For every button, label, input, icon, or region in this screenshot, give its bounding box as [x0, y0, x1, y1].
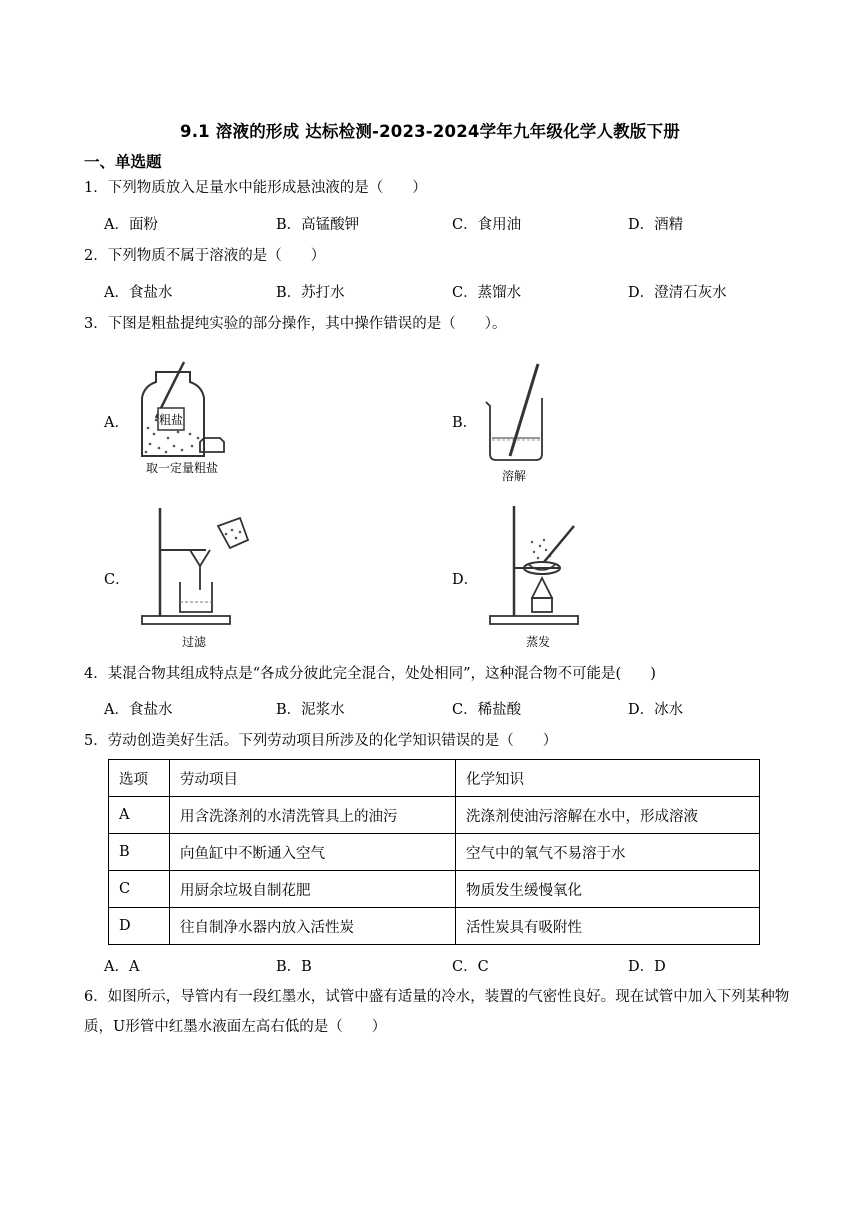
page-title: 9.1 溶液的形成 达标检测-2023-2024学年九年级化学人教版下册 — [180, 122, 680, 141]
option-a: A．A — [104, 959, 140, 975]
question-5: 5．劳动创造美好生活。下列劳动项目所涉及的化学知识错误的是（ ） — [84, 733, 558, 749]
question-3: 3．下图是粗盐提纯实验的部分操作，其中操作错误的是（ ）。 — [84, 316, 507, 332]
figure-b-label: B． — [452, 415, 478, 431]
option-a: A．食盐水 — [104, 702, 173, 718]
table-row — [109, 797, 760, 834]
question-2-options — [104, 281, 824, 301]
figure-b-beaker — [478, 360, 558, 484]
table-row — [109, 834, 760, 871]
table-cell: B — [109, 834, 170, 871]
figure-d-evaporation — [488, 502, 584, 652]
question-1-options — [104, 213, 824, 233]
option-d: D．冰水 — [628, 702, 684, 718]
option-a: A．面粉 — [104, 217, 158, 233]
question-4: 4．某混合物其组成特点是“各成分彼此完全混合，处处相同”，这种混合物不可能是( ) — [84, 666, 656, 682]
option-d: D．酒精 — [628, 217, 684, 233]
table-cell: 空气中的氧气不易溶于水 — [456, 834, 760, 871]
figure-c-label: C． — [104, 572, 130, 588]
option-d: D．D — [628, 959, 666, 975]
jar-label: 粗盐 — [158, 413, 184, 427]
table-cell: D — [109, 908, 170, 945]
option-c: C．稀盐酸 — [452, 702, 522, 718]
figure-c-filtration — [140, 502, 252, 652]
option-d: D．澄清石灰水 — [628, 285, 727, 301]
figure-d-caption: 蒸发 — [525, 635, 551, 649]
table-cell: 向鱼缸中不断通入空气 — [170, 834, 456, 871]
option-b: B．泥浆水 — [276, 702, 345, 718]
figure-c-caption: 过滤 — [181, 635, 207, 649]
figure-a-caption: 取一定量粗盐 — [145, 461, 219, 475]
table-cell: 物质发生缓慢氧化 — [456, 871, 760, 908]
option-c: C．蒸馏水 — [452, 285, 522, 301]
table-cell: 用含洗涤剂的水清洗管具上的油污 — [170, 797, 456, 834]
table-header: 选项 — [109, 760, 170, 797]
option-b: B．高锰酸钾 — [276, 217, 360, 233]
option-c: C．食用油 — [452, 217, 522, 233]
table-cell: C — [109, 871, 170, 908]
figure-d-label: D． — [452, 572, 479, 588]
table-row — [109, 871, 760, 908]
table-header: 劳动项目 — [170, 760, 456, 797]
figure-a-label: A． — [104, 415, 129, 431]
table-header: 化学知识 — [456, 760, 760, 797]
option-b: B．苏打水 — [276, 285, 345, 301]
figure-a-salt-jar — [134, 358, 230, 478]
question-1: 1．下列物质放入足量水中能形成悬浊液的是（ ） — [84, 180, 427, 196]
option-c: C．C — [452, 959, 489, 975]
table-cell: 活性炭具有吸附性 — [456, 908, 760, 945]
table-cell: 往自制净水器内放入活性炭 — [170, 908, 456, 945]
question-2: 2．下列物质不属于溶液的是（ ） — [84, 248, 326, 264]
knowledge-table — [108, 759, 760, 945]
table-cell: A — [109, 797, 170, 834]
question-4-options — [104, 698, 824, 718]
question-6: 6．如图所示，导管内有一段红墨水，试管中盛有适量的冷水，装置的气密性良好。现在试管中加入下列某种物质，U形管中红墨水液面左高右低的是（ ） — [84, 989, 790, 1035]
figure-b-caption: 溶解 — [501, 469, 527, 483]
table-cell: 用厨余垃圾自制花肥 — [170, 871, 456, 908]
option-a: A．食盐水 — [104, 285, 173, 301]
option-b: B．B — [276, 959, 312, 975]
table-cell: 洗涤剂使油污溶解在水中，形成溶液 — [456, 797, 760, 834]
table-header-row — [109, 760, 760, 797]
table-row — [109, 908, 760, 945]
section-heading: 一、单选题 — [84, 153, 162, 171]
question-5-options — [104, 955, 824, 975]
